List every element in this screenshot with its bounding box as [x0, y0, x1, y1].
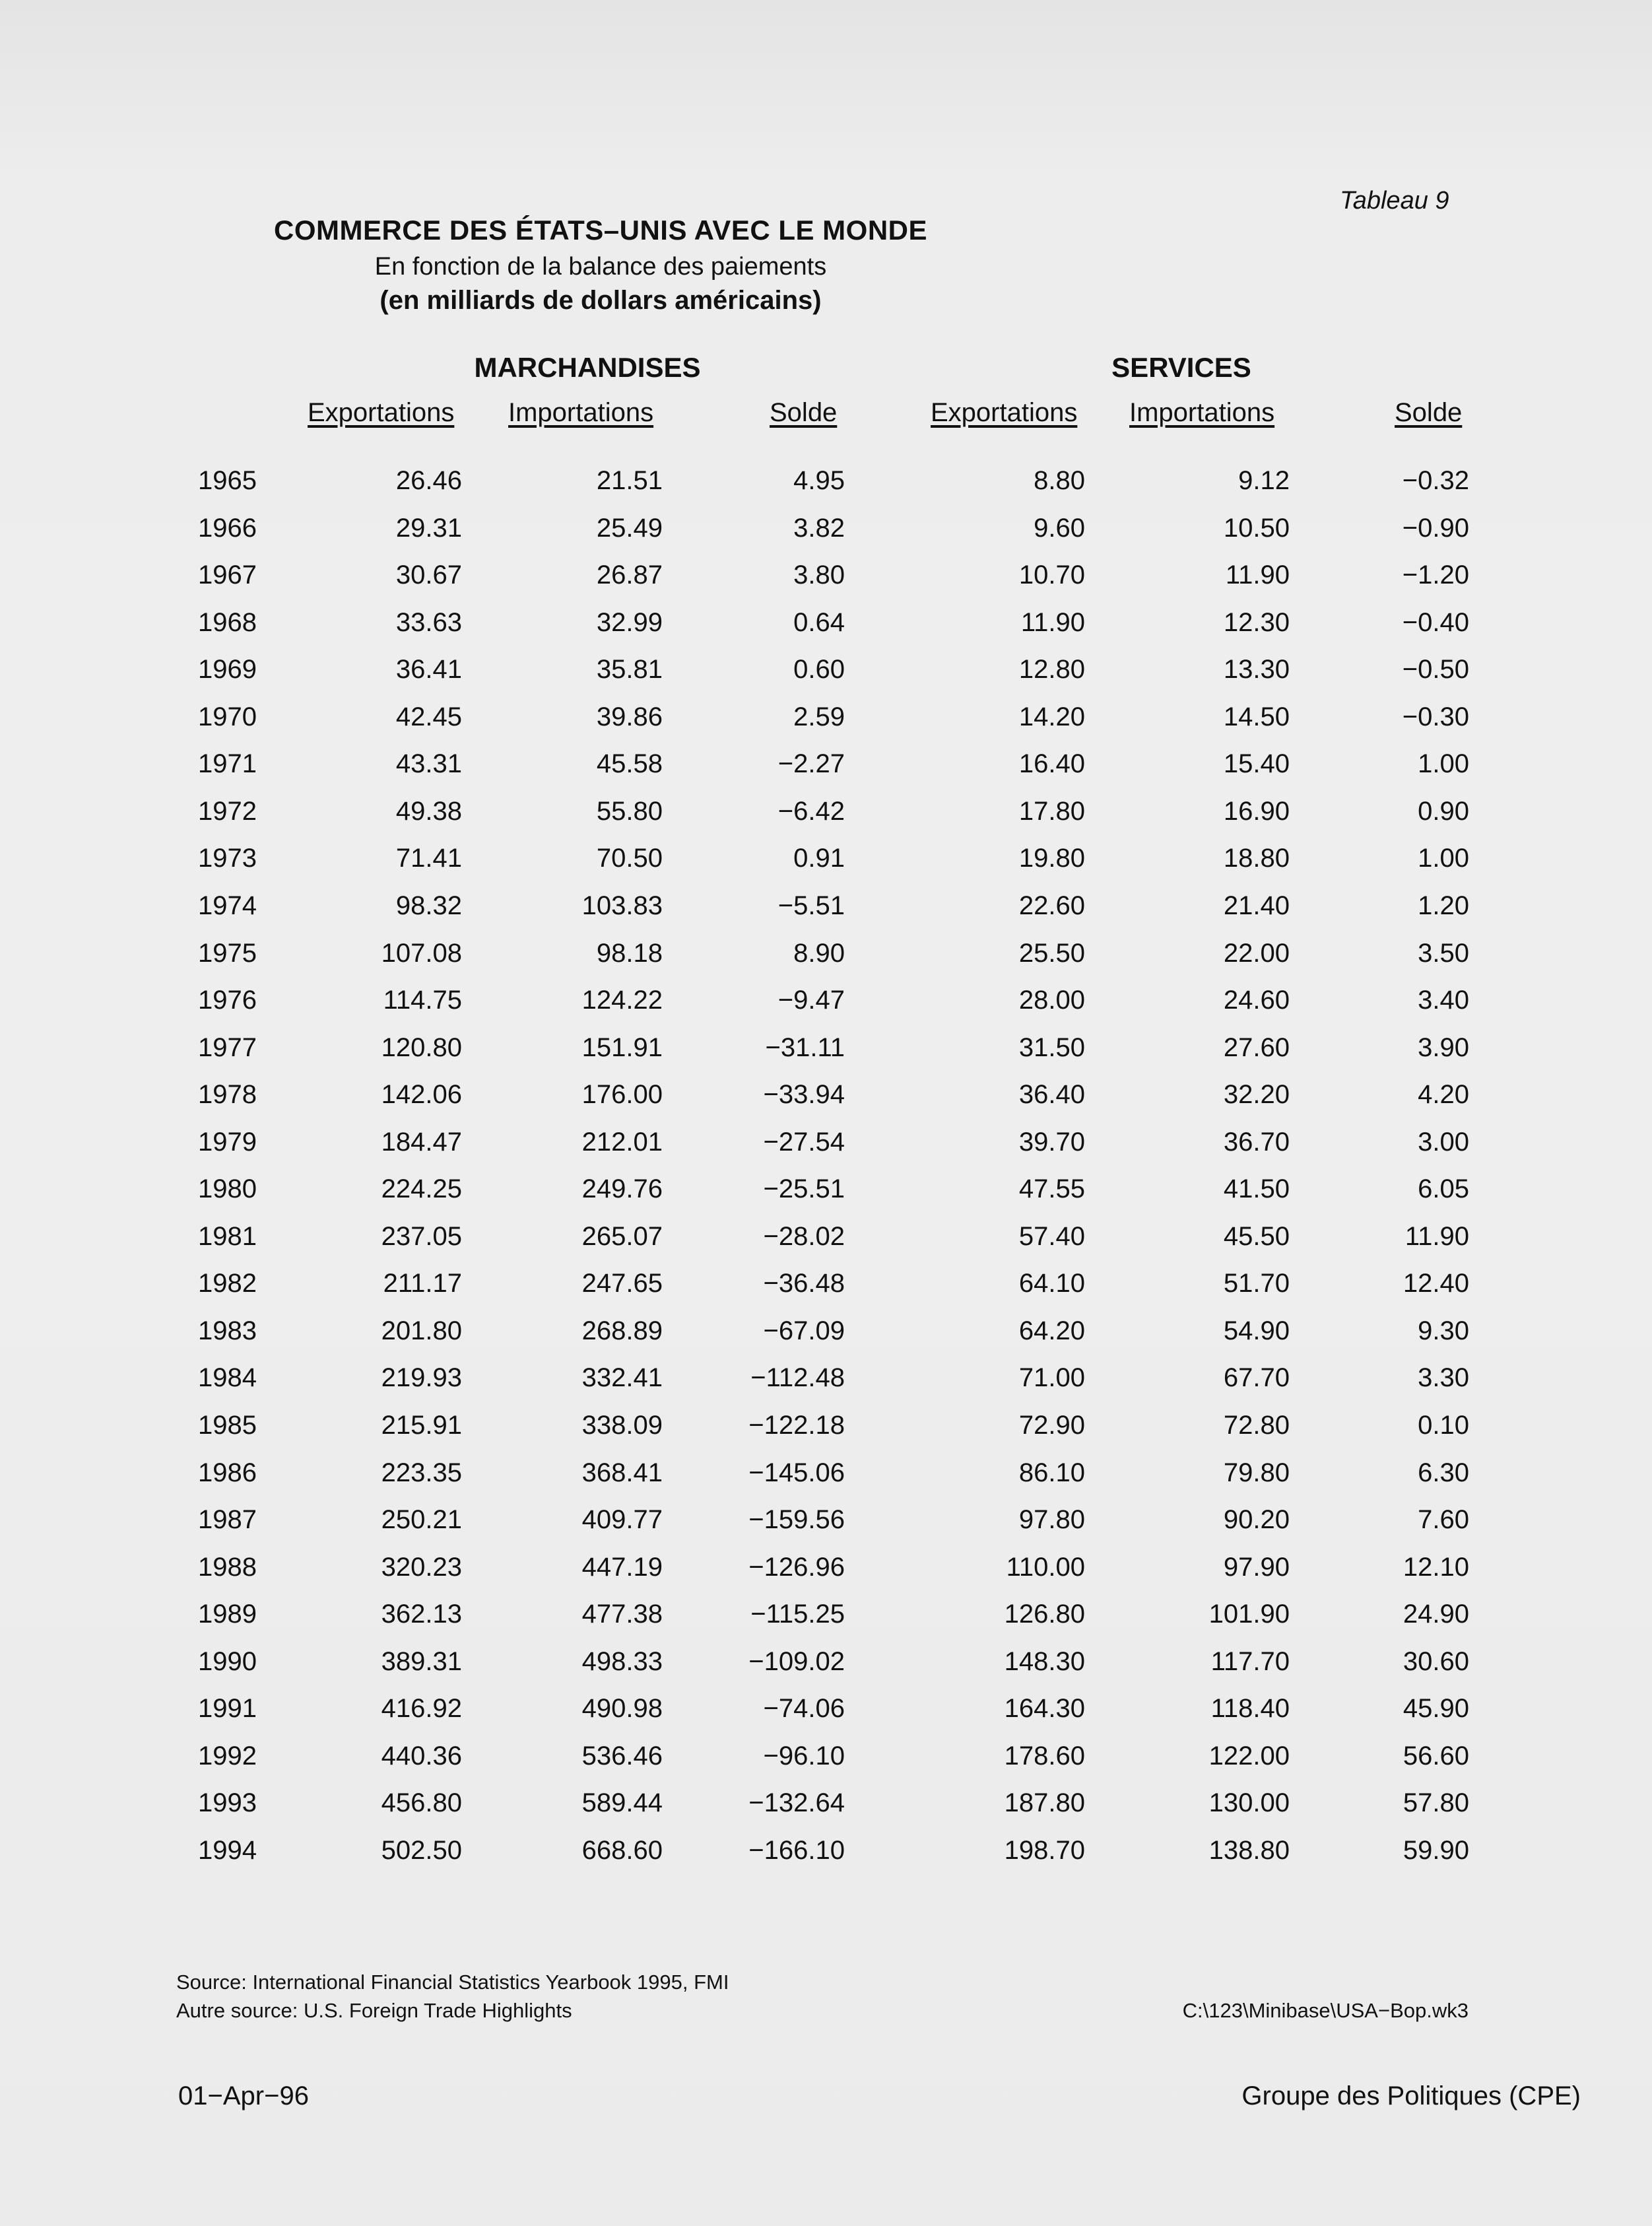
cell-merch-imports: 249.76 [581, 1174, 663, 1204]
cell-year: 1972 [198, 796, 257, 826]
cell-merch-imports: 247.65 [581, 1269, 663, 1298]
cell-merch-exports: 440.36 [381, 1741, 462, 1771]
cell-serv-imports: 45.50 [1223, 1221, 1290, 1251]
cell-serv-exports: 126.80 [1004, 1600, 1085, 1629]
cell-serv-balance: 3.30 [1418, 1363, 1469, 1393]
cell-serv-exports: 198.70 [1004, 1835, 1085, 1865]
cell-serv-imports: 32.20 [1223, 1080, 1290, 1110]
cell-serv-imports: 12.30 [1223, 607, 1290, 637]
cell-serv-exports: 14.20 [1018, 702, 1085, 731]
cell-merch-imports: 124.22 [581, 986, 663, 1015]
table-row [0, 986, 1652, 1033]
cell-merch-exports: 26.46 [395, 466, 462, 495]
table-row [0, 466, 1652, 514]
cell-year: 1967 [198, 560, 257, 590]
cell-merch-imports: 176.00 [581, 1080, 663, 1110]
cell-serv-balance: 4.20 [1418, 1080, 1469, 1110]
cell-serv-imports: 101.90 [1208, 1600, 1290, 1629]
cell-year: 1976 [198, 986, 257, 1015]
cell-serv-imports: 22.00 [1223, 938, 1290, 968]
table-row [0, 1788, 1652, 1836]
cell-year: 1993 [198, 1788, 257, 1818]
table-row [0, 1553, 1652, 1600]
cell-merch-balance: −28.02 [763, 1221, 845, 1251]
cell-merch-balance: 3.80 [793, 560, 845, 590]
cell-year: 1979 [198, 1127, 257, 1157]
cell-serv-imports: 9.12 [1238, 466, 1290, 495]
table-row [0, 560, 1652, 608]
cell-merch-balance: −122.18 [748, 1411, 845, 1440]
table-row [0, 1316, 1652, 1364]
cell-serv-imports: 130.00 [1208, 1788, 1290, 1818]
cell-serv-exports: 8.80 [1034, 466, 1085, 495]
table-number: Tableau 9 [1340, 187, 1449, 215]
cell-merch-imports: 98.18 [596, 938, 663, 968]
cell-year: 1981 [198, 1221, 257, 1251]
cell-merch-exports: 237.05 [381, 1221, 462, 1251]
cell-serv-balance: 1.00 [1418, 749, 1469, 779]
cell-merch-imports: 589.44 [581, 1788, 663, 1818]
cell-merch-imports: 55.80 [596, 796, 663, 826]
cell-serv-balance: 11.90 [1404, 1221, 1469, 1251]
cell-merch-exports: 224.25 [381, 1174, 462, 1204]
table-row [0, 797, 1652, 844]
table-row [0, 749, 1652, 797]
cell-merch-exports: 456.80 [381, 1788, 462, 1818]
cell-year: 1966 [198, 513, 257, 543]
cell-serv-balance: 1.00 [1418, 844, 1469, 873]
cell-serv-exports: 47.55 [1018, 1174, 1085, 1204]
table-row [0, 1080, 1652, 1128]
cell-merch-exports: 219.93 [381, 1363, 462, 1393]
cell-serv-imports: 15.40 [1223, 749, 1290, 779]
cell-merch-balance: −109.02 [748, 1646, 845, 1676]
cell-serv-balance: 24.90 [1403, 1600, 1469, 1629]
cell-merch-balance: 2.59 [793, 702, 845, 731]
cell-merch-balance: −33.94 [763, 1080, 845, 1110]
cell-merch-imports: 536.46 [581, 1741, 663, 1771]
cell-serv-imports: 72.80 [1223, 1411, 1290, 1440]
table-row [0, 655, 1652, 702]
other-source-note: Autre source: U.S. Foreign Trade Highlights [176, 1999, 572, 2022]
cell-merch-balance: −132.64 [748, 1788, 845, 1818]
cell-serv-balance: −0.90 [1402, 513, 1469, 543]
group-header-services: SERVICES [1111, 352, 1251, 383]
cell-merch-balance: −74.06 [763, 1694, 845, 1724]
cell-merch-exports: 98.32 [395, 891, 462, 920]
table-row [0, 1694, 1652, 1741]
cell-serv-exports: 178.60 [1004, 1741, 1085, 1771]
cell-serv-imports: 24.60 [1223, 986, 1290, 1015]
cell-serv-imports: 67.70 [1223, 1363, 1290, 1393]
cell-merch-imports: 338.09 [581, 1411, 663, 1440]
units-note: (en milliards de dollars américains) [380, 286, 822, 315]
cell-serv-imports: 18.80 [1223, 844, 1290, 873]
cell-serv-exports: 22.60 [1018, 891, 1085, 920]
cell-merch-balance: 0.60 [793, 655, 845, 685]
cell-year: 1982 [198, 1269, 257, 1298]
cell-merch-imports: 32.99 [596, 607, 663, 637]
cell-year: 1994 [198, 1835, 257, 1865]
cell-serv-balance: 59.90 [1403, 1835, 1469, 1865]
table-row [0, 1363, 1652, 1411]
cell-year: 1989 [198, 1600, 257, 1629]
cell-year: 1985 [198, 1411, 257, 1440]
table-row [0, 1128, 1652, 1175]
cell-year: 1971 [198, 749, 257, 779]
cell-merch-exports: 215.91 [381, 1411, 462, 1440]
cell-merch-imports: 368.41 [581, 1458, 663, 1487]
cell-year: 1992 [198, 1741, 257, 1771]
page-subtitle: En fonction de la balance des paiements [374, 253, 827, 281]
table-row [0, 1033, 1652, 1081]
cell-serv-balance: 3.00 [1418, 1127, 1469, 1157]
cell-serv-exports: 164.30 [1004, 1694, 1085, 1724]
cell-serv-exports: 187.80 [1004, 1788, 1085, 1818]
cell-serv-imports: 54.90 [1223, 1316, 1290, 1345]
cell-merch-balance: −2.27 [777, 749, 845, 779]
cell-merch-imports: 21.51 [596, 466, 663, 495]
cell-serv-exports: 110.00 [1006, 1552, 1085, 1582]
col-header-merch-exports: Exportations [308, 398, 455, 427]
table-row [0, 891, 1652, 939]
cell-merch-balance: −112.48 [750, 1363, 845, 1393]
cell-merch-exports: 211.17 [383, 1269, 462, 1298]
cell-serv-exports: 57.40 [1018, 1221, 1085, 1251]
cell-serv-exports: 64.20 [1018, 1316, 1085, 1345]
cell-year: 1970 [198, 702, 257, 731]
cell-serv-imports: 10.50 [1223, 513, 1290, 543]
cell-serv-balance: 7.60 [1418, 1505, 1469, 1535]
cell-serv-exports: 9.60 [1034, 513, 1085, 543]
cell-year: 1968 [198, 607, 257, 637]
cell-serv-balance: 45.90 [1403, 1694, 1469, 1724]
cell-serv-balance: 57.80 [1403, 1788, 1469, 1818]
cell-serv-balance: 1.20 [1418, 891, 1469, 920]
cell-merch-imports: 45.58 [596, 749, 663, 779]
cell-serv-exports: 17.80 [1018, 796, 1085, 826]
cell-merch-exports: 120.80 [381, 1032, 462, 1062]
cell-merch-imports: 490.98 [581, 1694, 663, 1724]
cell-serv-imports: 36.70 [1223, 1127, 1290, 1157]
cell-serv-imports: 16.90 [1223, 796, 1290, 826]
cell-serv-exports: 11.90 [1020, 607, 1085, 637]
cell-merch-balance: 0.91 [793, 844, 845, 873]
table-row [0, 939, 1652, 986]
table-row [0, 1836, 1652, 1883]
cell-merch-balance: −6.42 [777, 796, 845, 826]
table-row [0, 608, 1652, 656]
cell-merch-exports: 29.31 [395, 513, 462, 543]
cell-merch-exports: 250.21 [381, 1505, 462, 1535]
cell-merch-balance: −96.10 [763, 1741, 845, 1771]
cell-serv-exports: 10.70 [1018, 560, 1085, 590]
cell-serv-balance: 9.30 [1418, 1316, 1469, 1345]
cell-serv-exports: 148.30 [1004, 1646, 1085, 1676]
cell-serv-imports: 41.50 [1223, 1174, 1290, 1204]
cell-year: 1973 [198, 844, 257, 873]
cell-merch-balance: −25.51 [763, 1174, 845, 1204]
cell-merch-imports: 409.77 [581, 1505, 663, 1535]
cell-serv-imports: 11.90 [1225, 560, 1290, 590]
cell-merch-imports: 35.81 [596, 655, 663, 685]
cell-merch-imports: 477.38 [581, 1600, 663, 1629]
cell-year: 1983 [198, 1316, 257, 1345]
cell-serv-balance: 3.50 [1418, 938, 1469, 968]
cell-serv-imports: 138.80 [1208, 1835, 1290, 1865]
cell-serv-balance: −0.30 [1402, 702, 1469, 731]
table-row [0, 1411, 1652, 1458]
cell-merch-exports: 107.08 [381, 938, 462, 968]
cell-merch-exports: 49.38 [395, 796, 462, 826]
cell-year: 1984 [198, 1363, 257, 1393]
cell-merch-exports: 223.35 [381, 1458, 462, 1487]
cell-serv-imports: 14.50 [1223, 702, 1290, 731]
table-row [0, 1741, 1652, 1789]
table-row [0, 1458, 1652, 1506]
table-row [0, 1647, 1652, 1695]
cell-year: 1990 [198, 1646, 257, 1676]
cell-merch-exports: 320.23 [381, 1552, 462, 1582]
page-title: COMMERCE DES ÉTATS–UNIS AVEC LE MONDE [273, 215, 928, 246]
footer-date: 01−Apr−96 [178, 2081, 309, 2110]
cell-merch-imports: 26.87 [596, 560, 663, 590]
cell-serv-exports: 12.80 [1018, 655, 1085, 685]
cell-serv-exports: 72.90 [1018, 1411, 1085, 1440]
cell-merch-balance: −31.11 [765, 1032, 845, 1062]
cell-merch-exports: 502.50 [381, 1835, 462, 1865]
cell-serv-balance: 6.30 [1418, 1458, 1469, 1487]
cell-serv-balance: 0.10 [1418, 1411, 1469, 1440]
cell-year: 1991 [198, 1694, 257, 1724]
cell-serv-imports: 117.70 [1210, 1646, 1290, 1676]
cell-year: 1978 [198, 1080, 257, 1110]
col-header-serv-imports: Importations [1129, 398, 1275, 427]
cell-merch-exports: 142.06 [381, 1080, 462, 1110]
cell-merch-balance: −159.56 [748, 1505, 845, 1535]
cell-merch-exports: 71.41 [395, 844, 462, 873]
table-row [0, 1174, 1652, 1222]
cell-merch-exports: 201.80 [381, 1316, 462, 1345]
cell-merch-balance: −67.09 [763, 1316, 845, 1345]
cell-merch-balance: 8.90 [793, 938, 845, 968]
cell-year: 1980 [198, 1174, 257, 1204]
cell-year: 1987 [198, 1505, 257, 1535]
cell-year: 1977 [198, 1032, 257, 1062]
cell-year: 1965 [198, 466, 257, 495]
cell-serv-exports: 16.40 [1018, 749, 1085, 779]
cell-serv-imports: 13.30 [1223, 655, 1290, 685]
cell-year: 1986 [198, 1458, 257, 1487]
table-row [0, 1222, 1652, 1269]
cell-serv-balance: 6.05 [1418, 1174, 1469, 1204]
cell-serv-imports: 51.70 [1223, 1269, 1290, 1298]
cell-serv-balance: 0.90 [1418, 796, 1469, 826]
cell-serv-balance: −0.50 [1402, 655, 1469, 685]
source-note: Source: International Financial Statistics Yearbook 1995, FMI [176, 1971, 729, 1994]
cell-serv-balance: 3.90 [1418, 1032, 1469, 1062]
cell-merch-imports: 268.89 [581, 1316, 663, 1345]
cell-merch-imports: 498.33 [581, 1646, 663, 1676]
cell-year: 1988 [198, 1552, 257, 1582]
cell-merch-balance: −5.51 [777, 891, 845, 920]
cell-merch-balance: −126.96 [748, 1552, 845, 1582]
cell-merch-imports: 70.50 [596, 844, 663, 873]
table-row [0, 1269, 1652, 1316]
cell-year: 1969 [198, 655, 257, 685]
cell-merch-exports: 36.41 [395, 655, 462, 685]
footer-organization: Groupe des Politiques (CPE) [1241, 2081, 1581, 2110]
cell-merch-balance: 4.95 [793, 466, 845, 495]
cell-merch-exports: 362.13 [381, 1600, 462, 1629]
cell-merch-exports: 184.47 [381, 1127, 462, 1157]
cell-merch-imports: 103.83 [581, 891, 663, 920]
cell-merch-exports: 43.31 [395, 749, 462, 779]
cell-serv-exports: 97.80 [1018, 1505, 1085, 1535]
cell-merch-imports: 668.60 [581, 1835, 663, 1865]
cell-serv-imports: 90.20 [1223, 1505, 1290, 1535]
cell-serv-exports: 64.10 [1018, 1269, 1085, 1298]
cell-merch-balance: −9.47 [777, 986, 845, 1015]
cell-merch-exports: 114.75 [383, 986, 462, 1015]
cell-serv-exports: 36.40 [1018, 1080, 1085, 1110]
cell-serv-exports: 39.70 [1018, 1127, 1085, 1157]
cell-serv-imports: 27.60 [1223, 1032, 1290, 1062]
cell-serv-imports: 21.40 [1223, 891, 1290, 920]
table-row [0, 1505, 1652, 1553]
file-path: C:\123\Minibase\USA−Bop.wk3 [1182, 1999, 1469, 2022]
cell-year: 1975 [198, 938, 257, 968]
cell-merch-exports: 416.92 [381, 1694, 462, 1724]
col-header-serv-balance: Solde [1395, 398, 1463, 427]
cell-merch-balance: −145.06 [748, 1458, 845, 1487]
cell-serv-exports: 86.10 [1018, 1458, 1085, 1487]
cell-merch-exports: 30.67 [395, 560, 462, 590]
cell-merch-balance: 0.64 [793, 607, 845, 637]
cell-serv-balance: 56.60 [1403, 1741, 1469, 1771]
cell-serv-balance: 12.40 [1403, 1269, 1469, 1298]
cell-merch-exports: 389.31 [381, 1646, 462, 1676]
cell-merch-balance: −27.54 [763, 1127, 845, 1157]
cell-merch-exports: 42.45 [395, 702, 462, 731]
table-row [0, 702, 1652, 750]
cell-serv-exports: 71.00 [1018, 1363, 1085, 1393]
cell-serv-balance: 3.40 [1418, 986, 1469, 1015]
cell-serv-imports: 79.80 [1223, 1458, 1290, 1487]
cell-year: 1974 [198, 891, 257, 920]
cell-merch-imports: 39.86 [596, 702, 663, 731]
cell-merch-imports: 151.91 [581, 1032, 663, 1062]
cell-serv-imports: 118.40 [1210, 1694, 1290, 1724]
cell-merch-imports: 212.01 [581, 1127, 663, 1157]
cell-serv-exports: 31.50 [1018, 1032, 1085, 1062]
cell-merch-imports: 265.07 [581, 1221, 663, 1251]
cell-serv-balance: 30.60 [1403, 1646, 1469, 1676]
cell-merch-balance: 3.82 [793, 513, 845, 543]
cell-serv-imports: 122.00 [1208, 1741, 1290, 1771]
table-row [0, 514, 1652, 561]
cell-merch-exports: 33.63 [395, 607, 462, 637]
table-row [0, 844, 1652, 891]
table-row [0, 1600, 1652, 1647]
col-header-merch-balance: Solde [770, 398, 838, 427]
col-header-serv-exports: Exportations [931, 398, 1078, 427]
cell-serv-balance: −0.32 [1402, 466, 1469, 495]
cell-serv-balance: 12.10 [1403, 1552, 1469, 1582]
cell-merch-balance: −166.10 [748, 1835, 845, 1865]
cell-merch-imports: 25.49 [596, 513, 663, 543]
cell-serv-balance: −0.40 [1402, 607, 1469, 637]
cell-serv-balance: −1.20 [1402, 560, 1469, 590]
cell-merch-balance: −115.25 [750, 1600, 845, 1629]
cell-serv-exports: 28.00 [1018, 986, 1085, 1015]
cell-serv-exports: 25.50 [1018, 938, 1085, 968]
cell-serv-exports: 19.80 [1018, 844, 1085, 873]
cell-serv-imports: 97.90 [1223, 1552, 1290, 1582]
group-header-merchandise: MARCHANDISES [474, 352, 701, 383]
cell-merch-imports: 332.41 [581, 1363, 663, 1393]
col-header-merch-imports: Importations [508, 398, 654, 427]
cell-merch-balance: −36.48 [763, 1269, 845, 1298]
cell-merch-imports: 447.19 [581, 1552, 663, 1582]
